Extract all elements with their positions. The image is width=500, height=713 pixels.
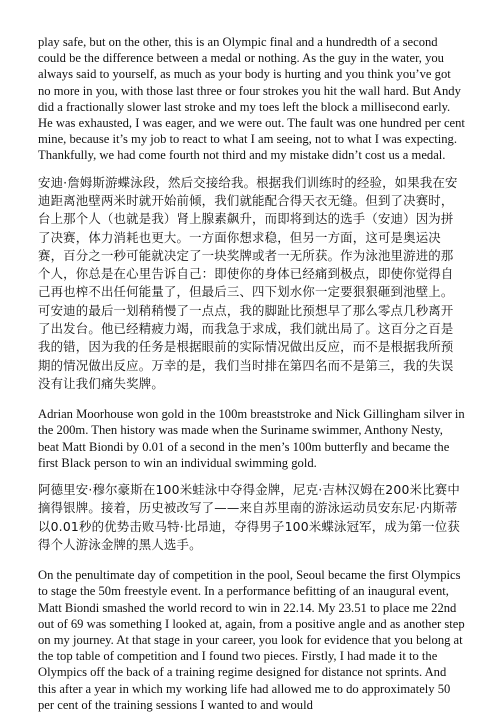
paragraph-chinese-2: 阿德里安·穆尔豪斯在100米蛙泳中夺得金牌，尼克·吉林汉姆在200米比赛中摘得银牌。接着，历史被改写了——来自苏里南的游泳运动员安东尼·内斯蒂以0.01秒的优势击败马特·比昂迪，夺得男子100米蝶泳冠军，成为第一位获得个人游泳金牌的黑人选手。 [38,482,460,552]
paragraph-english-2: Adrian Moorhouse won gold in the 100m breaststroke and Nick Gillingham silver in the 200m. Then history was made when the Suriname swimmer, Anthony Nesty, beat Matt Biondi by 0.01 of a second in the men’s 100m butterfly and became the first Black person to win an individual swimming gold. [38,407,465,470]
document-page [38,34,466,713]
paragraph-english-1: play safe, but on the other, this is an Olympic final and a hundredth of a second could be the difference between a medal or nothing. As the guy in the water, you always said to yourself, as much as your body is hurting and you think you’ve got no more in you, with those last three or four strokes you hit the wall hard. But Andy did a fractionally slower last stroke and my toes left the block a millisecond early. He was exhausted, I was eager, and we were out. The fault was one hundred per cent mine, because it’s my job to react to what I am seeing, not to what I was expecting. Thankfully, we had come fourth not third and my mistake didn’t cost us a medal. [38,35,465,163]
paragraph-chinese-1: 安迪·詹姆斯游蝶泳段，然后交接给我。根据我们训练时的经验，如果我在安迪距离池壁两米时就开始前倾，我们就能配合得天衣无缝。但到了决赛时，台上那个人（也就是我）肾上腺素飙升，而即将到达的选手（安迪）因为拼了决赛，体力消耗也更大。一方面你想求稳，但另一方面，这可是奥运决赛，百分之一秒可能就决定了一块奖牌或者一无所获。作为泳池里游进的那个人，你总是在心里告诉自己：即使你的身体已经痛到极点，即使你觉得自己再也榨不出任何能量了，但最后三、四下划水你一定要狠狠砸到池壁上。可安迪的最后一划稍稍慢了一点点，我的脚趾比预想早了那么零点几秒离开了出发台。他已经精疲力竭，而我急于求成，我们就出局了。这百分之百是我的错，因为我的任务是根据眼前的实际情况做出反应，而不是根据我所预期的情况做出反应。万幸的是，我们当时排在第四名而不是第三，我的失误没有让我们痛失奖牌。 [38,174,458,391]
paragraph-english-3: On the penultimate day of competition in the pool, Seoul became the first Olympics to stage the 50m freestyle event. In a performance befitting of an inaugural event, Matt Biondi smashed the world record to win in 22.14. My 23.51 to place me 22nd out of 69 was something I looked at, again, from a positive angle and as another step on my journey. At that stage in your career, you look for evidence that you belong at the top table of competition and I found two pieces. Firstly, I had made it to the Olympics off the back of a training regime designed for distance not sprints. And this after a year in which my working life had allowed me to do approximately 50 per cent of the training sessions I wanted to and would [38,568,465,712]
